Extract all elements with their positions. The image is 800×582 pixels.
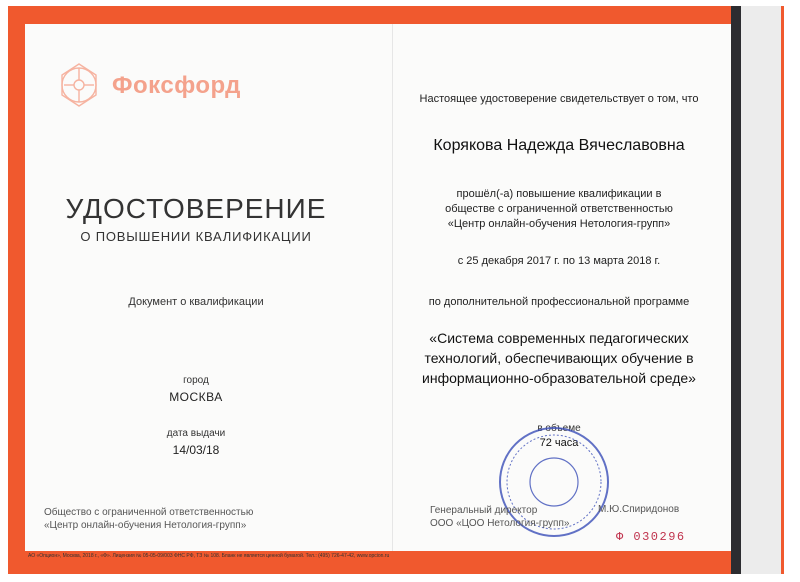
scan-dark-edge [731,6,741,574]
signer-name: М.Ю.Спиридонов [598,504,680,515]
issuer-line: Общество с ограниченной ответственностью [44,507,254,518]
holder-name: Корякова Надежда Вячеславовна [433,137,685,154]
city-value: МОСКВА [169,390,223,404]
program-line: информационно-образовательной среде» [422,370,696,386]
brand-name: Фоксфорд [112,72,241,99]
program-label: по дополнительной профессиональной программе [428,296,690,308]
print-footnote: АО «Опцион», Москва, 2018 г., «Ф». Лицензия № 05-05-09/003 ФНС РФ, ТЗ № 108. Бланк не является ценной бумагой. Тел.: (495) 726-47-42, www.opcion.ru [28,553,390,559]
certificate-subtitle: О ПОВЫШЕНИИ КВАЛИФИКАЦИИ [80,229,312,244]
issue-date-value: 14/03/18 [172,443,220,457]
director-org: ООО «ЦОО Нетология-групп» [430,518,570,529]
training-statement [392,187,726,232]
scan-margin [741,6,781,574]
issuer-line: «Центр онлайн-обучения Нетология-групп» [44,520,247,531]
program-line: технологий, обеспечивающих обучение в [424,350,694,366]
volume-label: в объеме [537,423,581,434]
document-type-label: Документ о квалификации [128,296,264,308]
issuer-block [44,506,253,532]
program-line: «Система современных педагогических [429,330,689,346]
volume-value: 72 часа [539,437,579,449]
certificate-title: УДОСТОВЕРЕНИЕ [65,193,327,224]
intro-text: Настоящее удостоверение свидетельствует о том, что [419,93,699,105]
training-period: с 25 декабря 2017 г. по 13 марта 2018 г. [457,255,661,267]
city-label: город [183,375,209,386]
foxford-logo-icon [52,58,106,112]
statement-line: прошёл(-а) повышение квалификации в [456,188,662,200]
issue-date-label: дата выдачи [166,428,226,439]
statement-line: «Центр онлайн-обучения Нетология-групп» [447,218,671,230]
statement-line: обществе с ограниченной ответственностью [445,203,673,215]
serial-number: Ф 030296 [616,530,686,544]
program-title [392,328,726,388]
director-title: Генеральный директор [430,505,538,516]
director-block [430,504,569,530]
